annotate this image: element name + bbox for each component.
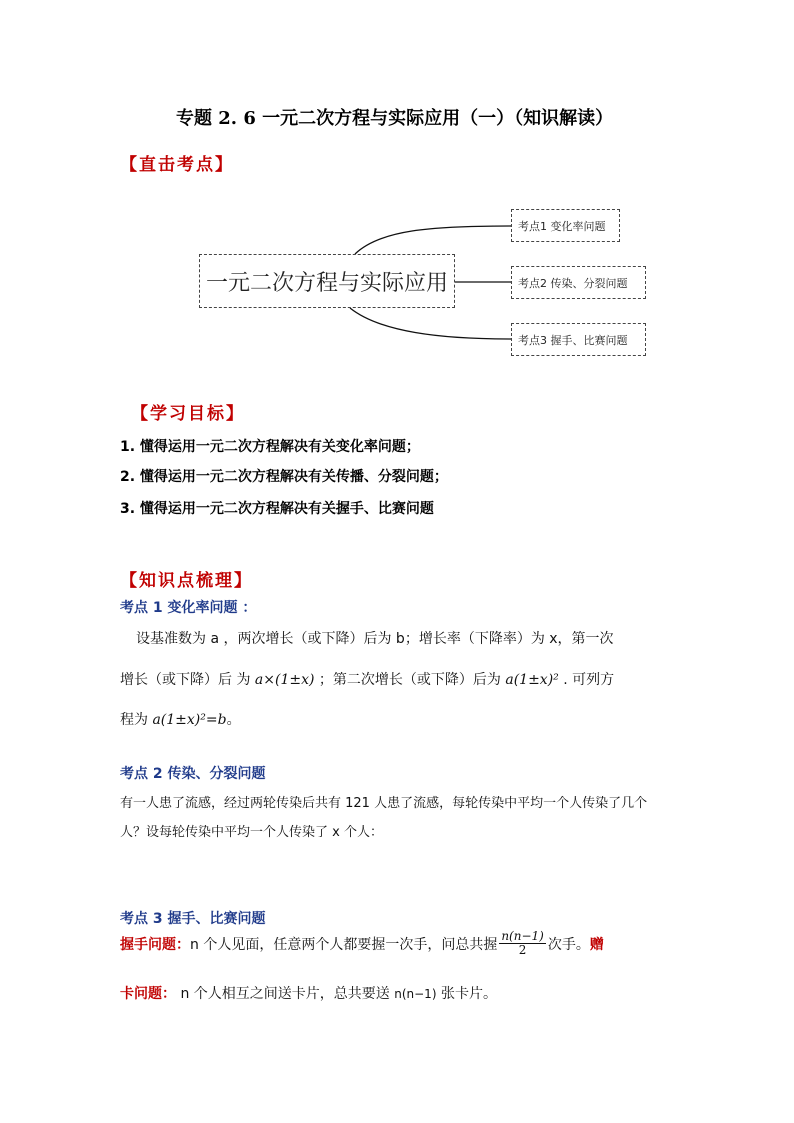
kp1-line-2-text-a: 增长（或下降）后 为 bbox=[120, 672, 251, 688]
kp2-line-2: 人？设每轮传染中平均一个人传染了 x 个人： bbox=[120, 825, 383, 840]
kp3-line-2-text-a: n 个人相互之间送卡片，总共要送 bbox=[180, 986, 390, 1002]
page-title: 专题 2. 6 一元二次方程与实际应用（一）（知识解读） bbox=[176, 108, 614, 129]
card-label-part-2: 卡问题： bbox=[120, 986, 176, 1002]
goal-item-2: 2. 懂得运用一元二次方程解决有关传播、分裂问题； bbox=[120, 469, 448, 485]
kp3-line-1-text-a: n 个人见面，任意两个人都要握一次手，问总共握 bbox=[190, 936, 498, 953]
kp3-line-1 bbox=[120, 930, 604, 957]
kp1-line-2-text-c: . 可列方 bbox=[563, 672, 615, 688]
section-heading-knowledge: 【知识点梳理】 bbox=[120, 571, 253, 591]
kp1-equation: a(1±x)²=b bbox=[152, 712, 227, 728]
mindmap-branch-1: 考点1 变化率问题 bbox=[511, 209, 620, 242]
section-heading-direct: 【直击考点】 bbox=[120, 155, 234, 175]
section-heading-goals: 【学习目标】 bbox=[131, 404, 245, 424]
kp1-line-2-text-b: ；第二次增长（或下降）后为 bbox=[318, 672, 501, 688]
kp1-line-3-text-a: 程为 bbox=[120, 712, 148, 728]
kp1-line-1: 设基准数为 a ，两次增长（或下降）后为 b；增长率（下降率）为 x，第一次 bbox=[136, 631, 614, 647]
connector-3 bbox=[350, 308, 511, 339]
card-label-part-1: 赠 bbox=[589, 936, 604, 953]
kp3-heading: 考点 3 握手、比赛问题 bbox=[120, 911, 266, 927]
mindmap-center: 一元二次方程与实际应用 bbox=[199, 254, 455, 308]
fraction-numerator: n(n−1) bbox=[501, 929, 544, 943]
kp1-line-3 bbox=[120, 709, 241, 729]
goal-item-3: 3. 懂得运用一元二次方程解决有关握手、比赛问题 bbox=[120, 501, 434, 517]
kp1-formula-first: a×(1±x) bbox=[254, 672, 315, 688]
connector-1 bbox=[355, 226, 511, 254]
card-formula: n(n−1) bbox=[394, 987, 437, 1001]
kp2-heading: 考点 2 传染、分裂问题 bbox=[120, 766, 266, 782]
mindmap-branch-2: 考点2 传染、分裂问题 bbox=[511, 266, 646, 299]
kp3-line-2 bbox=[120, 983, 497, 1003]
handshake-label: 握手问题： bbox=[120, 936, 190, 953]
mindmap-branch-3: 考点3 握手、比赛问题 bbox=[511, 323, 646, 356]
goal-item-1: 1. 懂得运用一元二次方程解决有关变化率问题； bbox=[120, 439, 420, 455]
kp1-formula-second: a(1±x)² bbox=[505, 672, 559, 688]
kp3-line-1-text-b: 次手。 bbox=[547, 936, 590, 953]
fraction-denominator: 2 bbox=[518, 943, 527, 958]
handshake-fraction bbox=[499, 930, 546, 957]
kp1-heading: 考点 1 变化率问题 ： bbox=[120, 600, 257, 616]
kp3-line-2-text-b: 张卡片。 bbox=[440, 986, 497, 1002]
kp2-line-1: 有一人患了流感，经过两轮传染后共有 121 人患了流感，每轮传染中平均一个人传染了几个 bbox=[120, 796, 648, 811]
kp1-line-2 bbox=[120, 669, 614, 689]
kp1-line-3-text-b: 。 bbox=[226, 712, 241, 728]
